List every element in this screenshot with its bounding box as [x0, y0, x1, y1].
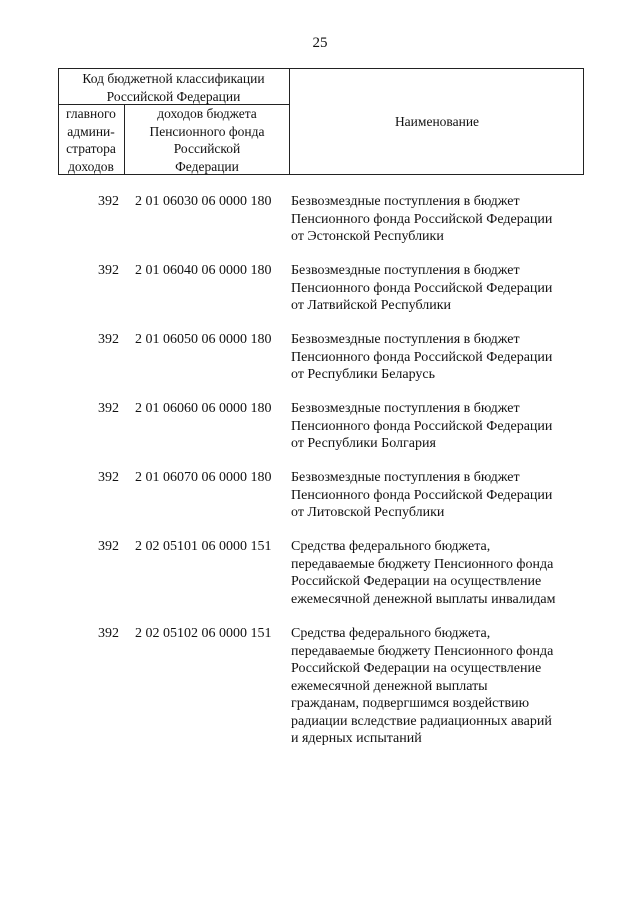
- revenue-code-cell: 2 02 05101 06 0000 151: [135, 539, 272, 554]
- revenue-name-cell: Безвозмездные поступления в бюджет Пенсионного фонда Российской Федерации от Литовской Республики: [291, 470, 553, 520]
- header-classification-code: [58, 68, 290, 105]
- header-admin-column-label: главного админи- стратора доходов: [66, 106, 116, 174]
- header-classification-code-label: Код бюджетной классификации Российской Федерации: [82, 71, 265, 104]
- revenue-name-cell: Средства федерального бюджета, передаваемые бюджету Пенсионного фонда Российской Федерации на осуществление ежемесячной денежной выплаты инвалидам: [291, 539, 556, 607]
- admin-code-cell: 392: [98, 263, 119, 278]
- admin-code-cell: 392: [98, 332, 119, 347]
- revenue-name-cell: Безвозмездные поступления в бюджет Пенсионного фонда Российской Федерации от Латвийской Республики: [291, 263, 553, 313]
- revenue-code-cell: 2 01 06040 06 0000 180: [135, 263, 272, 278]
- admin-code-cell: 392: [98, 539, 119, 554]
- header-name-column: [290, 68, 584, 175]
- revenue-code-cell: 2 01 06070 06 0000 180: [135, 470, 272, 485]
- revenue-name-cell: Безвозмездные поступления в бюджет Пенсионного фонда Российской Федерации от Республики Болгария: [291, 401, 553, 451]
- header-revenue-column-label: доходов бюджета Пенсионного фонда Российской Федерации: [149, 106, 265, 174]
- revenue-name-cell: Средства федерального бюджета, передаваемые бюджету Пенсионного фонда Российской Федерации на осуществление ежемесячной денежной выплаты гражданам, подвергшимся воздействию радиации вследствие радиационных аварий и ядерных испытаний: [291, 626, 554, 746]
- revenue-name-cell: Безвозмездные поступления в бюджет Пенсионного фонда Российской Федерации от Республики Беларусь: [291, 332, 553, 382]
- revenue-code-cell: 2 01 06030 06 0000 180: [135, 194, 272, 209]
- revenue-code-cell: 2 02 05102 06 0000 151: [135, 626, 272, 641]
- header-name-column-label: Наименование: [394, 113, 480, 129]
- header-admin-column: [58, 105, 125, 175]
- admin-code-cell: 392: [98, 470, 119, 485]
- revenue-name-cell: Безвозмездные поступления в бюджет Пенсионного фонда Российской Федерации от Эстонской Республики: [291, 194, 553, 244]
- admin-code-cell: 392: [98, 626, 119, 641]
- admin-code-cell: 392: [98, 194, 119, 209]
- revenue-code-cell: 2 01 06050 06 0000 180: [135, 332, 272, 347]
- header-revenue-column: [125, 105, 290, 175]
- revenue-code-cell: 2 01 06060 06 0000 180: [135, 401, 272, 416]
- page-number: 25: [312, 35, 328, 51]
- admin-code-cell: 392: [98, 401, 119, 416]
